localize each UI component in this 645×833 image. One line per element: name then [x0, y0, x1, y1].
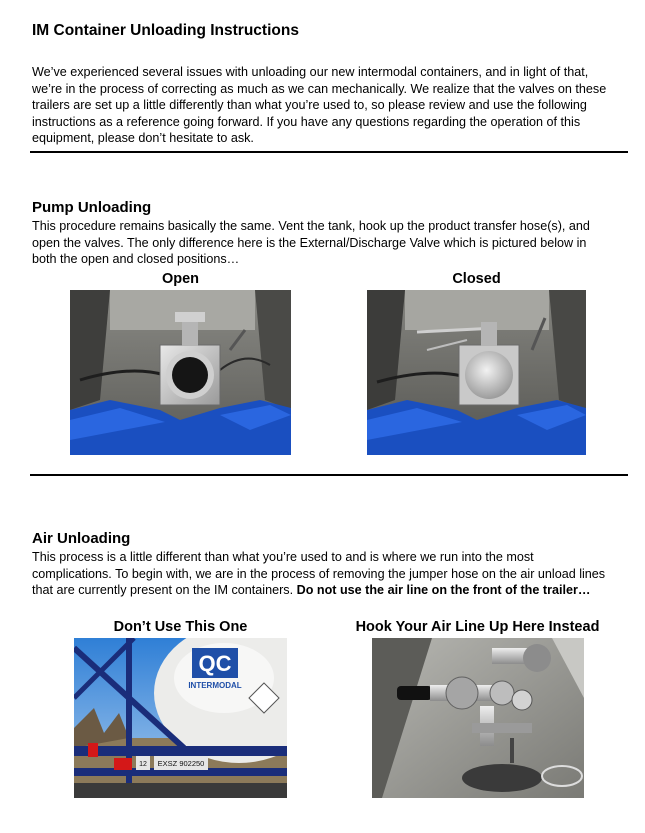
intro-line: equipment, please don’t hesitate to ask.: [32, 131, 254, 146]
hook-here-photo: [372, 638, 584, 798]
page-title: IM Container Unloading Instructions: [32, 22, 299, 39]
pump-heading: Pump Unloading: [32, 199, 152, 216]
intro-line: we’re in the process of correcting as much as we can mechanically. We realize that the valves on these: [32, 81, 607, 96]
air-line: This process is a little different than what you’re used to and is where we run into the most: [32, 550, 534, 564]
plate-number: 12: [139, 761, 147, 768]
intro-line: instructions as a reference going forward. If you have any questions regarding the operation of this: [32, 114, 581, 129]
intro-line: trailers are set up a little differently than what you’re used to, so please review and use the following: [32, 98, 587, 113]
dont-use-photo: [74, 638, 287, 798]
air-paragraph: [32, 549, 632, 599]
air-warning: Do not use the air line on the front of the trailer…: [296, 583, 591, 598]
pump-line: open the valves. The only difference here is the External/Discharge Valve which is pictured below in: [32, 235, 587, 250]
air-heading: Air Unloading: [32, 530, 131, 547]
air-line: complications. To begin with, we are in the process of removing the jumper hose on the air unload lines: [32, 566, 606, 581]
intro-line: We’ve experienced several issues with unloading our new intermodal containers, and in light of that,: [32, 65, 589, 79]
plate-text: EXSZ 902250: [157, 759, 205, 768]
air-line-normal: that are currently present on the IM containers.: [32, 583, 297, 598]
air-line-3: [32, 582, 632, 599]
section-divider: [30, 151, 628, 153]
qc-logo-brand: INTERMODAL: [188, 681, 242, 690]
hook-here-caption: Hook Your Air Line Up Here Instead: [355, 619, 600, 635]
closed-caption: Closed: [452, 271, 501, 287]
pump-paragraph: [32, 218, 590, 268]
qc-logo-letters: QC: [198, 651, 232, 676]
intro-paragraph: [32, 64, 606, 147]
closed-valve-photo: [367, 290, 586, 455]
open-caption: Open: [161, 271, 200, 287]
open-valve-photo: [70, 290, 291, 455]
dont-use-caption: Don’t Use This One: [113, 619, 248, 635]
pump-line: both the open and closed positions…: [32, 252, 240, 267]
pump-line: This procedure remains basically the same. Vent the tank, hook up the product transfer hose(s), and: [32, 219, 590, 233]
section-divider: [30, 474, 628, 476]
